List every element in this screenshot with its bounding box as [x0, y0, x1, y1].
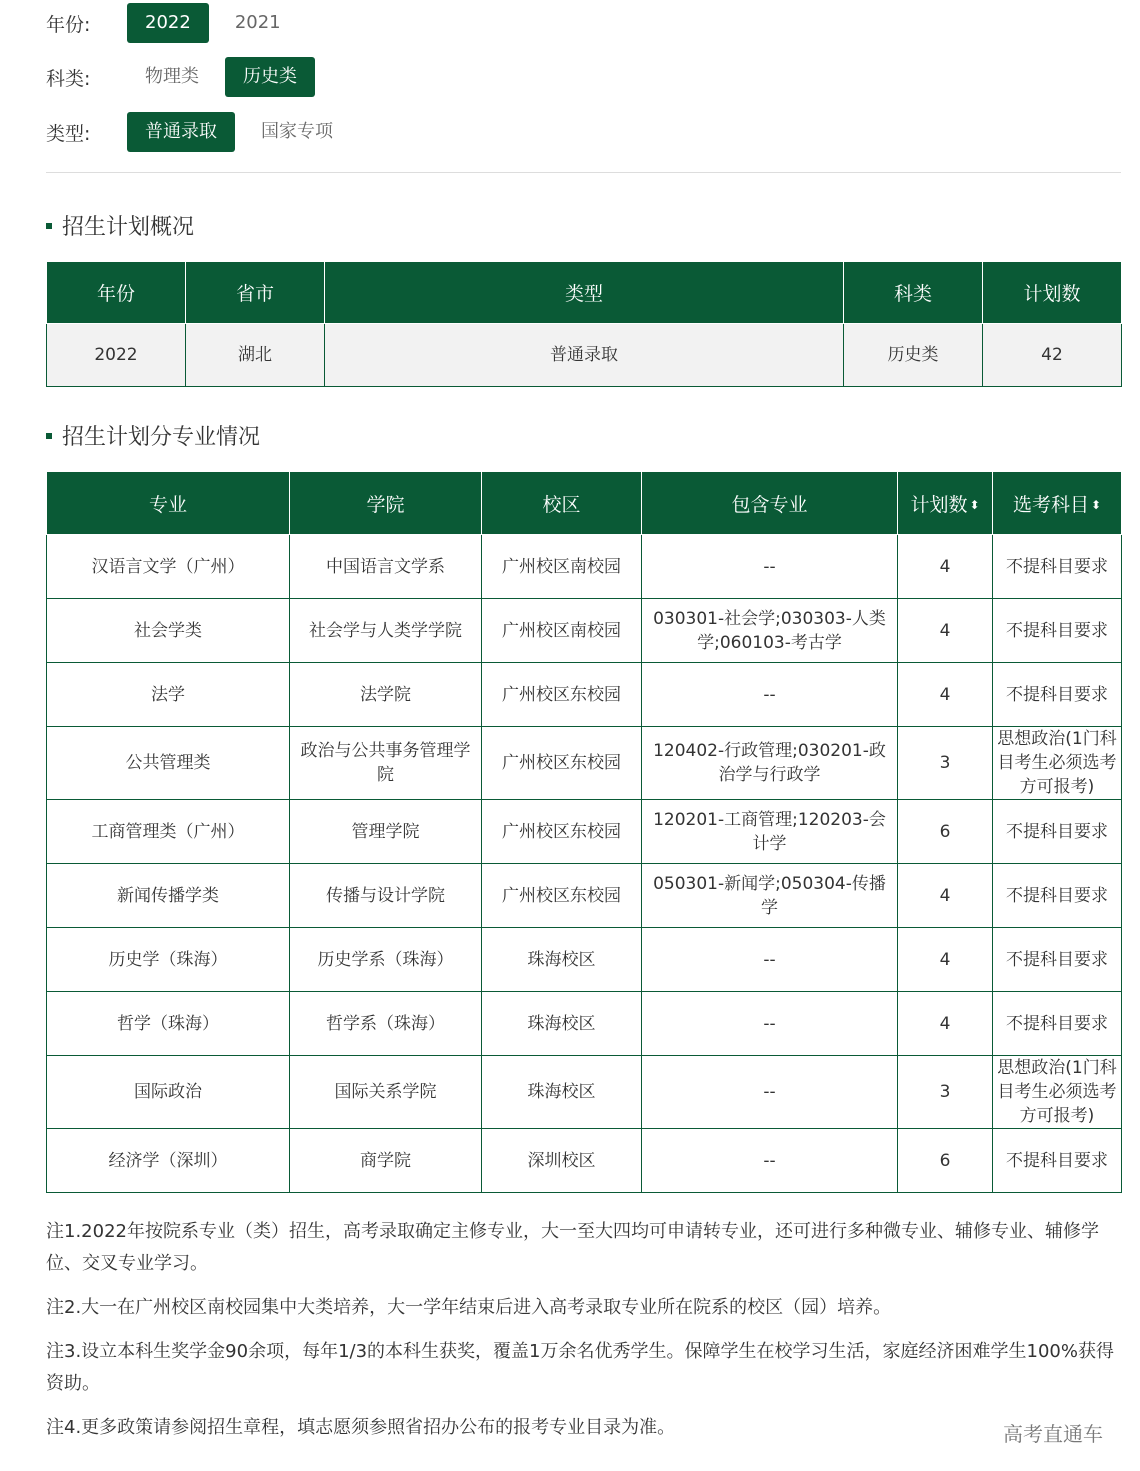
table-row [47, 800, 1122, 864]
header-subjects-label: 选考科目 [1012, 493, 1089, 516]
filter-category [46, 57, 323, 97]
cell-included-majors: -- [642, 1129, 898, 1193]
note-4: 注4.更多政策请参阅招生章程，填志愿须参照省招办公布的报考专业目录为准。 [46, 1417, 676, 1438]
filter-category-label: 科类: [46, 67, 91, 90]
table-row [47, 1056, 1122, 1129]
bullet-icon [46, 223, 52, 229]
cell-college: 法学院 [290, 663, 482, 727]
cell-major: 国际政治 [47, 1056, 290, 1129]
cell-included-majors: 050301-新闻学;050304-传播学 [642, 864, 898, 928]
header-category: 科类 [844, 262, 983, 324]
majors-title: 招生计划分专业情况 [62, 425, 261, 450]
cell-plan-count: 4 [898, 864, 993, 928]
cell-college: 国际关系学院 [290, 1056, 482, 1129]
cell-campus: 珠海校区 [482, 1056, 642, 1129]
cell-subjects: 不提科目要求 [993, 800, 1122, 864]
cell-plan-count: 42 [983, 324, 1122, 387]
bullet-icon [46, 433, 52, 439]
cell-province: 湖北 [186, 324, 325, 387]
cell-subjects: 不提科目要求 [993, 535, 1122, 599]
note-3: 注3.设立本科生奖学金90余项，每年1/3的本科生获奖，覆盖1万余名优秀学生。保障学生在校学习生活，家庭经济困难学生100%获得资助。 [46, 1341, 1114, 1394]
cell-subjects: 不提科目要求 [993, 663, 1122, 727]
cell-included-majors: -- [642, 663, 898, 727]
cell-campus: 广州校区东校园 [482, 663, 642, 727]
cell-major: 工商管理类（广州） [47, 800, 290, 864]
table-row [47, 663, 1122, 727]
cell-plan-count: 4 [898, 928, 993, 992]
cell-plan-count: 4 [898, 663, 993, 727]
table-row [47, 535, 1122, 599]
table-row [47, 727, 1122, 800]
header-college: 学院 [290, 472, 482, 535]
cell-subjects: 思想政治(1门科目考生必须选考方可报考) [993, 727, 1122, 800]
cell-college: 中国语言文学系 [290, 535, 482, 599]
type-option-national[interactable]: 国家专项 [261, 121, 333, 142]
cell-college: 商学院 [290, 1129, 482, 1193]
table-row [47, 1129, 1122, 1193]
cell-college: 哲学系（珠海） [290, 992, 482, 1056]
header-plan-count: 计划数 [983, 262, 1122, 324]
filter-type-label: 类型: [46, 122, 91, 145]
cell-category: 历史类 [844, 324, 983, 387]
overview-section-title [46, 210, 194, 241]
header-year: 年份 [47, 262, 186, 324]
cell-campus: 珠海校区 [482, 928, 642, 992]
header-plan-count-sortable[interactable] [898, 472, 993, 535]
filter-year-label: 年份: [46, 13, 91, 36]
cell-campus: 广州校区东校园 [482, 727, 642, 800]
majors-table [46, 471, 1122, 1193]
cell-plan-count: 3 [898, 727, 993, 800]
cell-major: 社会学类 [47, 599, 290, 663]
table-row [47, 599, 1122, 663]
note-1: 注1.2022年按院系专业（类）招生，高考录取确定主修专业，大一至大四均可申请转专业，还可进行多种微专业、辅修专业、辅修学位、交叉专业学习。 [46, 1221, 1099, 1274]
header-campus: 校区 [482, 472, 642, 535]
sort-icon[interactable]: ⬍ [969, 498, 980, 512]
cell-year: 2022 [47, 324, 186, 387]
header-subjects-sortable[interactable] [993, 472, 1122, 535]
overview-title: 招生计划概况 [62, 215, 195, 240]
cell-college: 传播与设计学院 [290, 864, 482, 928]
cell-major: 公共管理类 [47, 727, 290, 800]
cell-college: 社会学与人类学学院 [290, 599, 482, 663]
cell-campus: 广州校区南校园 [482, 535, 642, 599]
cell-campus: 珠海校区 [482, 992, 642, 1056]
table-row [47, 324, 1122, 387]
cell-college: 政治与公共事务管理学院 [290, 727, 482, 800]
header-major: 专业 [47, 472, 290, 535]
cell-included-majors: -- [642, 535, 898, 599]
cell-campus: 广州校区南校园 [482, 599, 642, 663]
cell-subjects: 思想政治(1门科目考生必须选考方可报考) [993, 1056, 1122, 1129]
year-option-2022[interactable]: 2022 [127, 3, 209, 43]
cell-plan-count: 4 [898, 535, 993, 599]
cell-campus: 深圳校区 [482, 1129, 642, 1193]
cell-subjects: 不提科目要求 [993, 1129, 1122, 1193]
type-option-regular[interactable]: 普通录取 [127, 112, 235, 152]
notes [46, 1216, 1121, 1456]
header-plan-count-label: 计划数 [910, 493, 968, 516]
overview-table [46, 261, 1122, 387]
header-province: 省市 [186, 262, 325, 324]
cell-major: 经济学（深圳） [47, 1129, 290, 1193]
cell-major: 哲学（珠海） [47, 992, 290, 1056]
cell-included-majors: 120201-工商管理;120203-会计学 [642, 800, 898, 864]
category-option-history[interactable]: 历史类 [225, 57, 315, 97]
header-included-majors: 包含专业 [642, 472, 898, 535]
cell-included-majors: -- [642, 992, 898, 1056]
filter-type [46, 112, 359, 152]
year-option-2021[interactable]: 2021 [234, 12, 281, 33]
cell-college: 历史学系（珠海） [290, 928, 482, 992]
cell-plan-count: 3 [898, 1056, 993, 1129]
table-row [47, 928, 1122, 992]
cell-plan-count: 4 [898, 599, 993, 663]
cell-included-majors: 120402-行政管理;030201-政治学与行政学 [642, 727, 898, 800]
table-row [47, 992, 1122, 1056]
cell-plan-count: 6 [898, 1129, 993, 1193]
cell-included-majors: -- [642, 928, 898, 992]
note-2: 注2.大一在广州校区南校园集中大类培养，大一学年结束后进入高考录取专业所在院系的校区（园）培养。 [46, 1297, 892, 1318]
overview-header-row [47, 262, 1122, 324]
cell-type: 普通录取 [325, 324, 844, 387]
cell-major: 汉语言文学（广州） [47, 535, 290, 599]
sort-icon[interactable]: ⬍ [1090, 498, 1102, 512]
cell-plan-count: 4 [898, 992, 993, 1056]
cell-major: 历史学（珠海） [47, 928, 290, 992]
cell-campus: 广州校区东校园 [482, 800, 642, 864]
cell-included-majors: 030301-社会学;030303-人类学;060103-考古学 [642, 599, 898, 663]
cell-college: 管理学院 [290, 800, 482, 864]
filter-year [46, 3, 307, 43]
cell-plan-count: 6 [898, 800, 993, 864]
divider [46, 172, 1121, 173]
watermark: 高考直通车 [1003, 1422, 1103, 1446]
cell-included-majors: -- [642, 1056, 898, 1129]
category-option-physics[interactable]: 物理类 [145, 66, 199, 87]
cell-subjects: 不提科目要求 [993, 599, 1122, 663]
majors-section-title [46, 420, 260, 451]
cell-campus: 广州校区东校园 [482, 864, 642, 928]
cell-subjects: 不提科目要求 [993, 928, 1122, 992]
cell-major: 新闻传播学类 [47, 864, 290, 928]
table-row [47, 864, 1122, 928]
cell-subjects: 不提科目要求 [993, 864, 1122, 928]
cell-major: 法学 [47, 663, 290, 727]
cell-subjects: 不提科目要求 [993, 992, 1122, 1056]
majors-header-row [47, 472, 1122, 535]
header-type: 类型 [325, 262, 844, 324]
